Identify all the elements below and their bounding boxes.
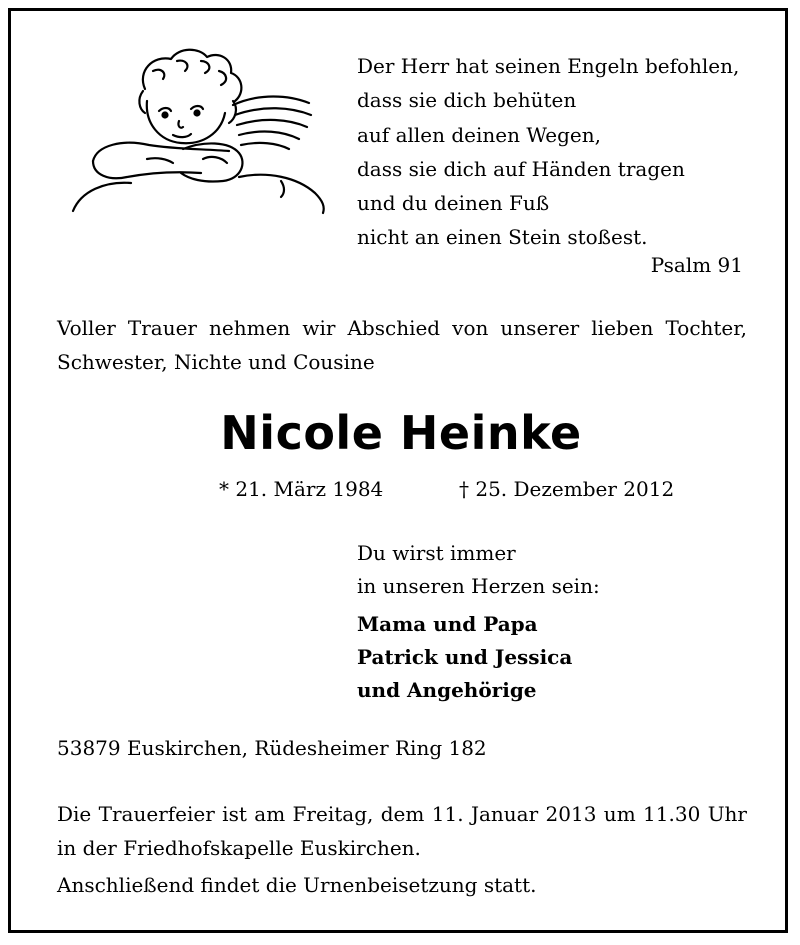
urn-burial-note: Anschließend findet die Urnenbeisetzung statt. [57,873,537,897]
remembrance-line: in unseren Herzen sein: [357,574,600,598]
verse-source: Psalm 91 [650,253,743,277]
mourners-list [357,608,572,707]
deceased-name: Nicole Heinke [220,406,582,460]
remembrance-text [357,537,600,603]
death-date: † 25. Dezember 2012 [459,477,675,501]
verse-line: und du deinen Fuß [357,191,550,216]
verse-line: nicht an einen Stein stoßest. [357,225,648,250]
service-line: in der Friedhofskapelle Euskirchen. [57,836,421,860]
funeral-service-info [57,797,747,865]
service-line: Die Trauerfeier ist am Freitag, dem 11. Januar 2013 um 11.30 Uhr [57,802,747,826]
mourner-line: Mama und Papa [357,612,538,636]
intro-text: Voller Trauer nehmen wir Abschied von unserer lieben Tochter, Schwester, Nichte und Cousine [57,316,747,374]
family-address: 53879 Euskirchen, Rüdesheimer Ring 182 [57,736,487,760]
bible-verse [357,49,739,255]
remembrance-line: Du wirst immer [357,541,516,565]
angel-icon [53,41,333,221]
obituary-notice [8,8,788,933]
verse-line: Der Herr hat seinen Engeln befohlen, [357,54,740,78]
verse-line: auf allen deinen Wegen, [357,122,601,147]
verse-line: dass sie dich auf Händen tragen [357,156,685,181]
mourner-line: Patrick und Jessica [357,645,573,669]
birth-date: * 21. März 1984 [219,477,384,501]
mourner-line: und Angehörige [357,678,537,702]
verse-line: dass sie dich behüten [357,88,577,113]
